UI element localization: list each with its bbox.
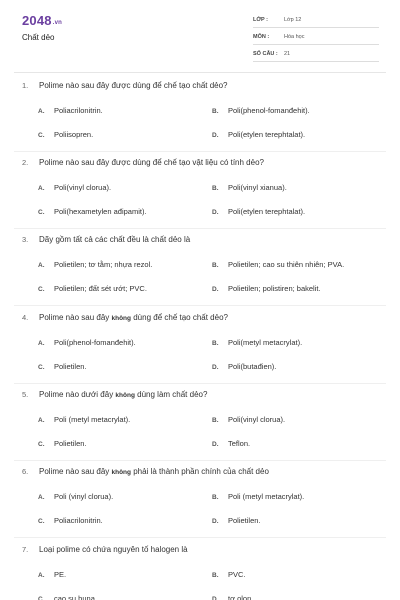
option-text: Polietilen; cao su thiên nhiên; PVA. (228, 260, 345, 269)
option-letter: A. (38, 262, 45, 269)
option-text: Poli(etylen terephtalat). (228, 130, 306, 139)
option-letter: C. (38, 364, 45, 371)
option-text: Poli(vinyl clorua). (54, 183, 112, 192)
question-item (0, 467, 400, 547)
option-letter: A. (38, 417, 45, 424)
option-text: Poli(vinyl clorua). (228, 415, 286, 424)
document-header (0, 0, 400, 62)
meta-count-key: SỐ CÂU : (253, 51, 278, 57)
option-letter: B. (212, 185, 219, 192)
answer-option[interactable] (38, 183, 111, 192)
header-divider (14, 72, 386, 73)
question-divider (14, 383, 386, 384)
option-text: Poliacrilonitrin. (54, 106, 103, 115)
option-text: PVC. (228, 570, 246, 579)
meta-count-value: 21 (284, 51, 291, 57)
answer-option[interactable] (212, 106, 310, 115)
answer-option[interactable] (212, 516, 261, 525)
logo-text: 2048 (22, 13, 52, 28)
answer-option[interactable] (212, 260, 344, 269)
question-item (0, 158, 400, 238)
question-item (0, 313, 400, 393)
question-number: 4. (22, 313, 29, 322)
option-text: cao su buna. (54, 594, 97, 600)
option-letter: D. (212, 286, 219, 293)
answer-option[interactable] (212, 362, 276, 371)
answer-option[interactable] (38, 439, 87, 448)
option-text: Poli(hexametylen ađipamit). (54, 207, 147, 216)
option-letter: A. (38, 340, 45, 347)
question-stem (22, 545, 188, 554)
question-number: 1. (22, 81, 29, 90)
answer-option[interactable] (38, 260, 152, 269)
option-letter: C. (38, 286, 45, 293)
answer-option[interactable] (38, 594, 97, 600)
question-negation: không (115, 392, 135, 399)
question-text-end: dùng để chế tạo chất dẻo? (131, 313, 228, 322)
question-stem (22, 467, 269, 476)
question-text: Polime nào sau đây (39, 313, 112, 322)
option-letter: A. (38, 108, 45, 115)
answer-option[interactable] (212, 284, 321, 293)
option-letter: B. (212, 262, 219, 269)
answer-option[interactable] (38, 207, 147, 216)
question-item (0, 545, 400, 600)
question-number: 2. (22, 158, 29, 167)
option-letter: D. (212, 441, 219, 448)
answer-option[interactable] (38, 284, 147, 293)
option-letter: A. (38, 185, 45, 192)
answer-option[interactable] (212, 415, 285, 424)
question-stem (22, 81, 228, 90)
answer-option[interactable] (38, 362, 87, 371)
answer-option[interactable] (212, 183, 287, 192)
answer-option[interactable] (38, 338, 136, 347)
answer-option[interactable] (38, 570, 66, 579)
option-text: Poliisopren. (54, 130, 94, 139)
answer-option[interactable] (212, 130, 305, 139)
question-negation: không (111, 315, 131, 322)
question-number: 3. (22, 235, 29, 244)
site-logo[interactable] (22, 13, 62, 28)
answer-option[interactable] (38, 415, 130, 424)
option-letter: B. (212, 572, 219, 579)
option-letter: C. (38, 441, 45, 448)
option-letter: A. (38, 494, 45, 501)
option-letter: C. (38, 518, 45, 525)
answer-option[interactable] (212, 338, 302, 347)
question-text: Polime nào sau đây được dùng để chế tạo chất dẻo? (39, 81, 228, 90)
answer-option[interactable] (212, 439, 250, 448)
option-letter: A. (38, 572, 45, 579)
question-number: 5. (22, 390, 29, 399)
question-text: Polime nào sau đây (39, 467, 112, 476)
option-text: Poli(metyl metacrylat). (228, 338, 303, 347)
option-text: Poli(vinyl xianua). (228, 183, 287, 192)
answer-option[interactable] (38, 130, 93, 139)
option-letter: C. (38, 209, 45, 216)
question-divider (14, 305, 386, 306)
option-letter: B. (212, 494, 219, 501)
meta-subject-value: Hóa học (284, 34, 305, 40)
option-letter: C. (38, 132, 45, 139)
option-text: Poli (metyl metacrylat). (54, 415, 131, 424)
document-title: Chất dẻo (22, 33, 55, 42)
question-divider (14, 151, 386, 152)
question-divider (14, 537, 386, 538)
meta-class-key: LỚP : (253, 17, 268, 23)
question-divider (14, 460, 386, 461)
question-stem (22, 313, 228, 322)
question-text: Loại polime có chứa nguyên tố halogen là (39, 545, 188, 554)
option-letter: D. (212, 596, 219, 600)
question-stem (22, 390, 207, 399)
option-text: Polietilen; đất sét ướt; PVC. (54, 284, 147, 293)
logo-tld: .vn (52, 20, 63, 26)
question-text: Dãy gồm tất cả các chất đều là chất dẻo là (39, 235, 191, 244)
option-text: Poli(phenol-fomanđehit). (228, 106, 310, 115)
answer-option[interactable] (38, 516, 103, 525)
answer-option[interactable] (38, 106, 103, 115)
option-text: Polietilen. (54, 362, 87, 371)
question-text-end: phải là thành phần chính của chất dẻo (131, 467, 269, 476)
meta-class-row (253, 14, 379, 28)
option-text: Poli(phenol-fomanđehit). (54, 338, 136, 347)
option-letter: D. (212, 209, 219, 216)
option-letter: D. (212, 132, 219, 139)
question-number: 6. (22, 467, 29, 476)
option-letter: D. (212, 364, 219, 371)
option-text: Polietilen. (228, 516, 261, 525)
option-letter: B. (212, 340, 219, 347)
option-text: tơ olon. (228, 594, 254, 600)
option-text: Poli (vinyl clorua). (54, 492, 114, 501)
question-text: Polime nào dưới đây (39, 390, 116, 399)
option-text: Poli (metyl metacrylat). (228, 492, 305, 501)
answer-option[interactable] (212, 594, 253, 600)
question-item (0, 390, 400, 470)
option-letter: C. (38, 596, 45, 600)
option-text: PE. (54, 570, 67, 579)
option-text: Poli(butađien). (228, 362, 277, 371)
question-stem (22, 235, 190, 244)
question-item (0, 81, 400, 161)
question-divider (14, 228, 386, 229)
question-text-end: dùng làm chất dẻo? (134, 390, 208, 399)
meta-class-value: Lớp 12 (284, 17, 302, 23)
option-letter: D. (212, 518, 219, 525)
option-text: Polietilen; polistiren; bakelit. (228, 284, 321, 293)
meta-count-row (253, 48, 379, 62)
meta-subject-key: MÔN : (253, 34, 270, 40)
option-text: Poli(etylen terephtalat). (228, 207, 306, 216)
question-item (0, 235, 400, 315)
question-stem (22, 158, 264, 167)
option-letter: B. (212, 417, 219, 424)
meta-subject-row (253, 31, 379, 45)
answer-option[interactable] (212, 570, 246, 579)
option-text: Polietilen; tơ tằm; nhựa rezol. (54, 260, 153, 269)
option-text: Polietilen. (54, 439, 87, 448)
answer-option[interactable] (212, 207, 305, 216)
question-negation: không (111, 469, 131, 476)
option-text: Teflon. (228, 439, 251, 448)
question-text: Polime nào sau đây được dùng để chế tạo vật liệu có tính dẻo? (39, 158, 264, 167)
answer-option[interactable] (38, 492, 113, 501)
option-text: Poliacrilonitrin. (54, 516, 103, 525)
option-letter: B. (212, 108, 219, 115)
question-number: 7. (22, 545, 29, 554)
answer-option[interactable] (212, 492, 304, 501)
